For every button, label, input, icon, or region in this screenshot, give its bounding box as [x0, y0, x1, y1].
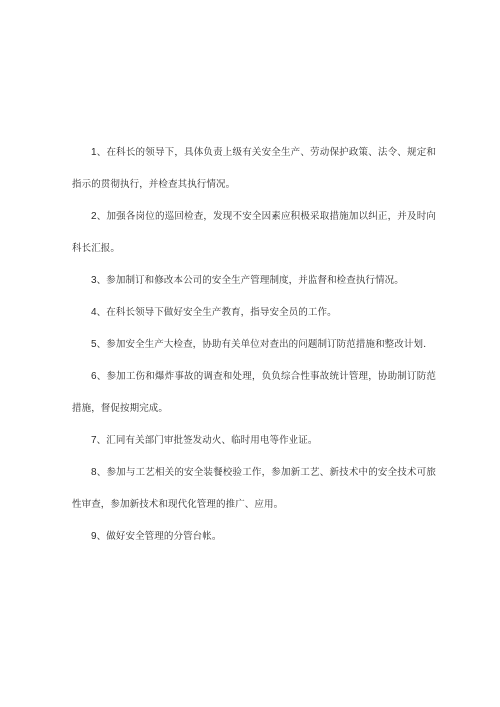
item-separator: 、 [96, 307, 107, 318]
item-separator: 、 [96, 467, 107, 478]
list-item [72, 201, 436, 265]
document-body [72, 137, 436, 553]
item-text: 汇同有关部门审批签发动火、临时用电等作业证。 [106, 435, 318, 446]
list-item [72, 361, 436, 425]
list-item [72, 457, 436, 521]
item-number: 2 [91, 211, 97, 222]
item-number: 3 [91, 275, 97, 286]
item-separator: 、 [96, 371, 107, 382]
list-item [72, 425, 436, 457]
item-separator: 、 [96, 435, 107, 446]
list-item [72, 521, 436, 553]
item-separator: 、 [96, 531, 107, 542]
item-number: 8 [91, 467, 97, 478]
item-number: 5 [91, 339, 97, 350]
item-number: 4 [91, 307, 97, 318]
item-number: 1 [91, 147, 97, 158]
item-text: 在科长的领导下，具体负责上级有关安全生产、劳动保护政策、法令、规定和指示的贯彻执行，并检查其执行情况。 [72, 147, 436, 190]
list-item [72, 329, 436, 361]
item-separator: 、 [96, 339, 107, 350]
item-text: 加强各岗位的巡回检查，发现不安全因素应积极采取措施加以纠正，并及时向科长汇报。 [72, 211, 436, 254]
item-text: 在科长领导下做好安全生产教育，指导安全员的工作。 [106, 307, 337, 318]
item-separator: 、 [96, 275, 107, 286]
item-number: 7 [91, 435, 97, 446]
list-item [72, 297, 436, 329]
list-item [72, 137, 436, 201]
item-text: 参加与工艺相关的安全装餐校验工作，参加新工艺、新技术中的安全技术可旅性审查，参加新技术和现代化管理的推广、应用。 [72, 467, 436, 510]
item-separator: 、 [96, 211, 107, 222]
item-text: 参加制订和修改本公司的安全生产管理制度，并监督和检查执行情况。 [106, 275, 404, 286]
list-item [72, 265, 436, 297]
item-text: 做好安全管理的分管台帐。 [106, 531, 222, 542]
item-number: 9 [91, 531, 97, 542]
item-separator: 、 [96, 147, 107, 158]
item-text: 参加安全生产大检查，协助有关单位对查出的问题制订防范措施和整改计划. [106, 339, 427, 350]
item-number: 6 [91, 371, 97, 382]
item-text: 参加工伤和爆炸事故的调查和处理，负负综合性事故统计管理，协助制订防范措施，督促按期完成。 [72, 371, 436, 414]
